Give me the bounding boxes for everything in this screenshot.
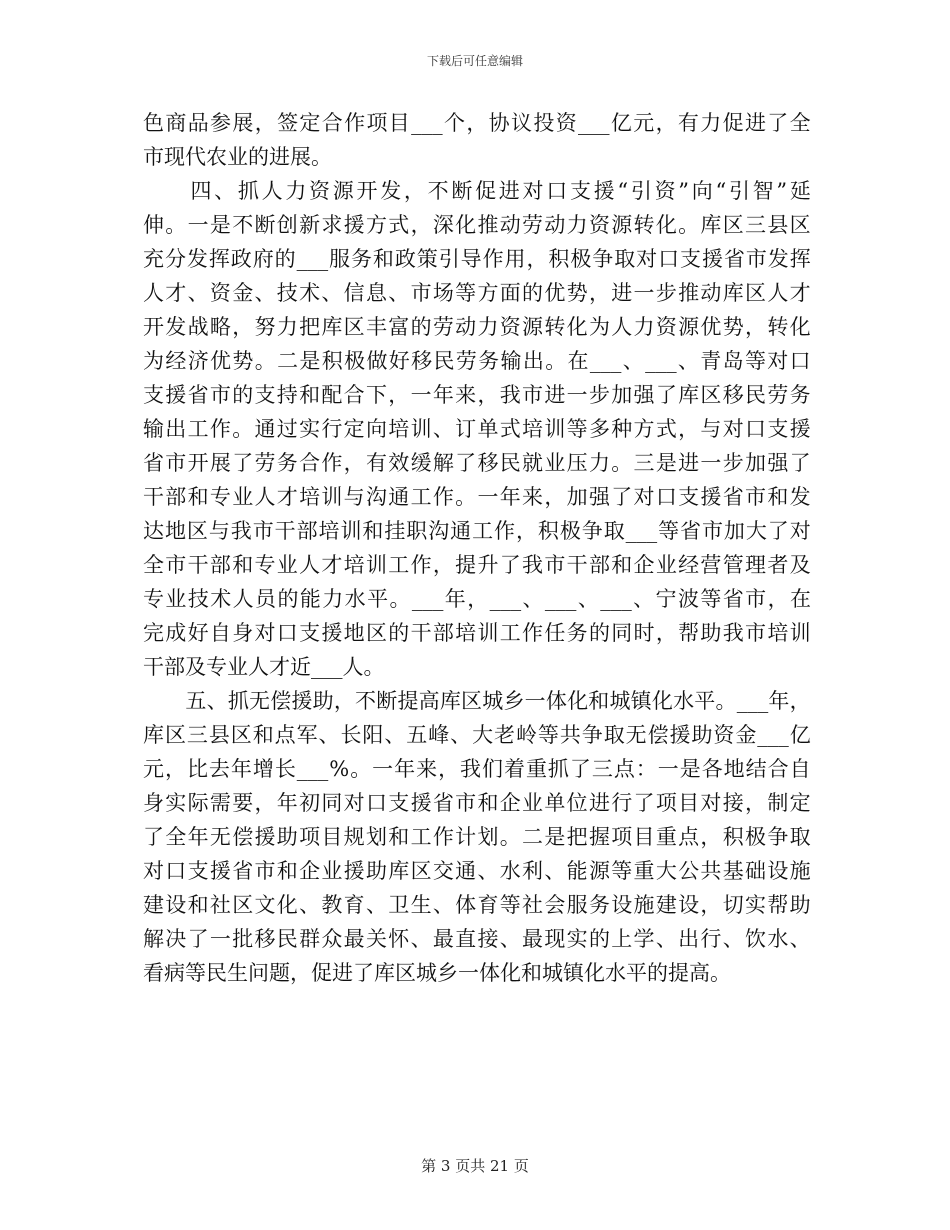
text-line: 了 全 年 无 偿 援 助 项 目 规 划 和 工 作 计 划 。 二 是 把 握 项 目 重 点 ， 积 极 争 取 — [143, 825, 811, 849]
text-line: 开 发 战 略 ， 努 力 把 库 区 丰 富 的 劳 动 力 资 源 转 化 为 人 力 资 源 优 势 ， 转 化 — [143, 315, 811, 339]
text-line: 元 ， 比 去 年 增 长 ___ % 。 一 年 来 ， 我 们 着 重 抓 了 三 点 ： 一 是 各 地 结 合 自 — [143, 757, 811, 781]
text-line: 四 、 抓 人 力 资 源 开 发 ， 不 断 促 进 对 口 支 援 “ 引 资 ” 向 “ 引 智 ” 延 — [190, 179, 811, 203]
text-line: 达 地 区 与 我 市 干 部 培 训 和 挂 职 沟 通 工 作 ， 积 极 争 取 ___ 等 省 市 加 大 了 对 — [143, 519, 811, 543]
text-line: 市 现 代 农 业 的 进 展 。 — [143, 145, 332, 169]
document-body — [143, 106, 811, 990]
text-line: 建 设 和 社 区 文 化 、 教 育 、 卫 生 、 体 育 等 社 会 服 务 设 施 建 设 ， 切 实 帮 助 — [143, 893, 811, 917]
text-line: 干 部 和 专 业 人 才 培 训 与 沟 通 工 作 。 一 年 来 ， 加 强 了 对 口 支 援 省 市 和 发 — [143, 485, 811, 509]
page-footer: 第 3 页共 21 页 — [421, 1157, 529, 1175]
text-line: 伸 。 一 是 不 断 创 新 求 援 方 式 ， 深 化 推 动 劳 动 力 资 源 转 化 。 库 区 三 县 区 — [143, 213, 811, 237]
text-line: 为 经 济 优 势 。 二 是 积 极 做 好 移 民 劳 务 输 出 。 在 ___ 、 ___ 、 青 岛 等 对 口 — [143, 349, 811, 373]
text-line: 充 分 发 挥 政 府 的 ___ 服 务 和 政 策 引 导 作 用 ， 积 极 争 取 对 口 支 援 省 市 发 挥 — [143, 247, 811, 271]
text-line: 完 成 好 自 身 对 口 支 援 地 区 的 干 部 培 训 工 作 任 务 的 同 时 ， 帮 助 我 市 培 训 — [143, 621, 811, 645]
text-line: 输 出 工 作 。 通 过 实 行 定 向 培 训 、 订 单 式 培 训 等 多 种 方 式 ， 与 对 口 支 援 — [143, 417, 811, 441]
text-line: 全 市 干 部 和 专 业 人 才 培 训 工 作 ， 提 升 了 我 市 干 部 和 企 业 经 营 管 理 者 及 — [143, 553, 811, 577]
text-line: 对 口 支 援 省 市 和 企 业 援 助 库 区 交 通 、 水 利 、 能 源 等 重 大 公 共 基 础 设 施 — [143, 859, 811, 883]
text-line: 解 决 了 一 批 移 民 群 众 最 关 怀 、 最 直 接 、 最 现 实 的 上 学 、 出 行 、 饮 水 、 — [143, 927, 811, 951]
text-line: 色 商 品 参 展 ， 签 定 合 作 项 目 ___ 个 ， 协 议 投 资 ___ 亿 元 ， 有 力 促 进 了 全 — [143, 111, 811, 135]
text-line: 五 、 抓 无 偿 援 助 ， 不 断 提 高 库 区 城 乡 一 体 化 和 城 镇 化 水 平 。 ___ 年 ， — [185, 689, 811, 713]
text-line: 库 区 三 县 区 和 点 军 、 长 阳 、 五 峰 、 大 老 岭 等 共 争 取 无 偿 援 助 资 金 ___ 亿 — [143, 723, 811, 747]
text-line: 支 援 省 市 的 支 持 和 配 合 下 ， 一 年 来 ， 我 市 进 一 步 加 强 了 库 区 移 民 劳 务 — [143, 383, 811, 407]
text-line: 人 才 、 资 金 、 技 术 、 信 息 、 市 场 等 方 面 的 优 势 ， 进 一 步 推 动 库 区 人 才 — [143, 281, 811, 305]
text-line: 省 市 开 展 了 劳 务 合 作 ， 有 效 缓 解 了 移 民 就 业 压 力 。 三 是 进 一 步 加 强 了 — [143, 451, 811, 475]
text-line: 看 病 等 民 生 问 题 ， 促 进 了 库 区 城 乡 一 体 化 和 城 镇 化 水 平 的 提 高 。 — [143, 961, 731, 985]
text-line: 身 实 际 需 要 ， 年 初 同 对 口 支 援 省 市 和 企 业 单 位 进 行 了 项 目 对 接 ， 制 定 — [143, 791, 811, 815]
text-line: 专 业 技 术 人 员 的 能 力 水 平 。 ___ 年 ， ___ 、 ___ 、 ___ 、 宁 波 等 省 市 ， 在 — [143, 587, 811, 611]
page-header: 下载后可任意编辑 — [426, 54, 523, 68]
text-line: 干 部 及 专 业 人 才 近 ___ 人 。 — [143, 655, 385, 679]
